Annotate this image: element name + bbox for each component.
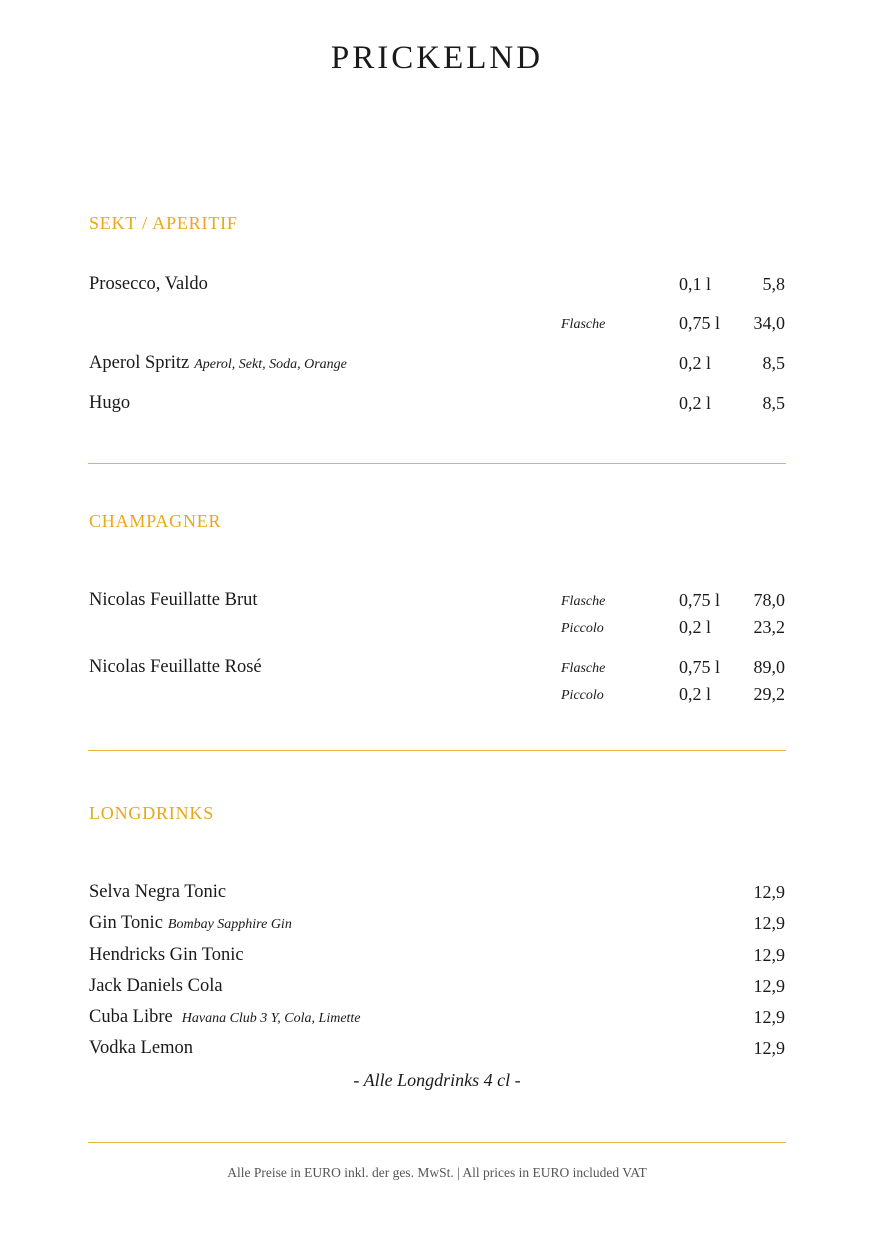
item-price: 12,9 — [753, 1038, 785, 1058]
item-name: Hugo — [89, 393, 131, 413]
page-title: PRICKELND — [330, 40, 544, 76]
item-unit: Flasche — [561, 317, 606, 332]
item-volume: 0,75 l — [679, 313, 721, 333]
item-name: Nicolas Feuillatte Rosé — [89, 657, 262, 677]
item-price: 78,0 — [753, 590, 785, 610]
item-name-text: Cuba Libre — [89, 1007, 173, 1027]
price-footer: Alle Preise in EURO inkl. der ges. MwSt. | All prices in EURO included VAT — [227, 1165, 647, 1180]
item-desc: Bombay Sapphire Gin — [167, 917, 292, 932]
section-divider — [88, 1142, 786, 1143]
item-desc: Aperol, Sekt, Soda, Orange — [194, 357, 347, 372]
item-volume: 0,2 l — [679, 353, 712, 373]
item-name: Jack Daniels Cola — [89, 976, 223, 996]
item-volume: 0,1 l — [679, 274, 712, 294]
item-unit: Flasche — [561, 661, 606, 676]
section-title-champagner: CHAMPAGNER — [89, 511, 222, 531]
item-volume: 0,75 l — [679, 657, 721, 677]
item-name: Nicolas Feuillatte Brut — [89, 590, 258, 610]
menu-item-selva-negra-tonic — [89, 882, 785, 906]
item-price: 89,0 — [753, 657, 785, 677]
item-name-text: Aperol Spritz — [89, 353, 190, 373]
menu-item-feuillatte-rose-piccolo — [89, 684, 785, 708]
menu-item-prosecco-bottle — [89, 313, 785, 337]
section-title-sekt: SEKT / APERITIF — [89, 213, 238, 233]
menu-item-aperol-spritz — [89, 353, 785, 377]
section-divider — [88, 750, 786, 751]
menu-item-vodka-lemon — [89, 1038, 785, 1062]
menu-item-feuillatte-rose — [89, 657, 785, 681]
item-volume: 0,2 l — [679, 684, 712, 704]
item-volume: 0,2 l — [679, 393, 712, 413]
item-desc: Havana Club 3 Y, Cola, Limette — [181, 1011, 361, 1026]
item-name — [89, 913, 292, 934]
menu-item-prosecco — [89, 274, 785, 298]
item-price: 12,9 — [753, 913, 785, 933]
item-price: 12,9 — [753, 976, 785, 996]
item-price: 8,5 — [762, 393, 785, 413]
section-divider — [88, 463, 786, 464]
item-price: 34,0 — [753, 313, 785, 333]
item-name-text: Gin Tonic — [89, 913, 163, 933]
menu-item-feuillatte-brut — [89, 590, 785, 614]
menu-item-feuillatte-brut-piccolo — [89, 617, 785, 641]
item-unit: Piccolo — [561, 621, 604, 636]
menu-item-hugo — [89, 393, 785, 417]
item-name: Vodka Lemon — [89, 1038, 193, 1058]
item-unit: Piccolo — [561, 688, 604, 703]
item-price: 12,9 — [753, 882, 785, 902]
item-price: 12,9 — [753, 1007, 785, 1027]
menu-item-cuba-libre — [89, 1007, 785, 1031]
item-name — [89, 353, 347, 374]
menu-item-gin-tonic — [89, 913, 785, 937]
menu-item-hendricks-gin-tonic — [89, 945, 785, 969]
item-volume: 0,2 l — [679, 617, 712, 637]
item-name — [89, 1007, 361, 1028]
item-name: Selva Negra Tonic — [89, 882, 227, 902]
item-volume: 0,75 l — [679, 590, 721, 610]
section-title-longdrinks: LONGDRINKS — [89, 803, 214, 823]
item-price: 8,5 — [762, 353, 785, 373]
item-name: Prosecco, Valdo — [89, 274, 208, 294]
item-name: Hendricks Gin Tonic — [89, 945, 244, 965]
item-price: 29,2 — [753, 684, 785, 704]
longdrinks-note: - Alle Longdrinks 4 cl - — [353, 1070, 521, 1090]
item-price: 5,8 — [762, 274, 785, 294]
item-price: 12,9 — [753, 945, 785, 965]
menu-item-jack-daniels-cola — [89, 976, 785, 1000]
item-unit: Flasche — [561, 594, 606, 609]
item-price: 23,2 — [753, 617, 785, 637]
